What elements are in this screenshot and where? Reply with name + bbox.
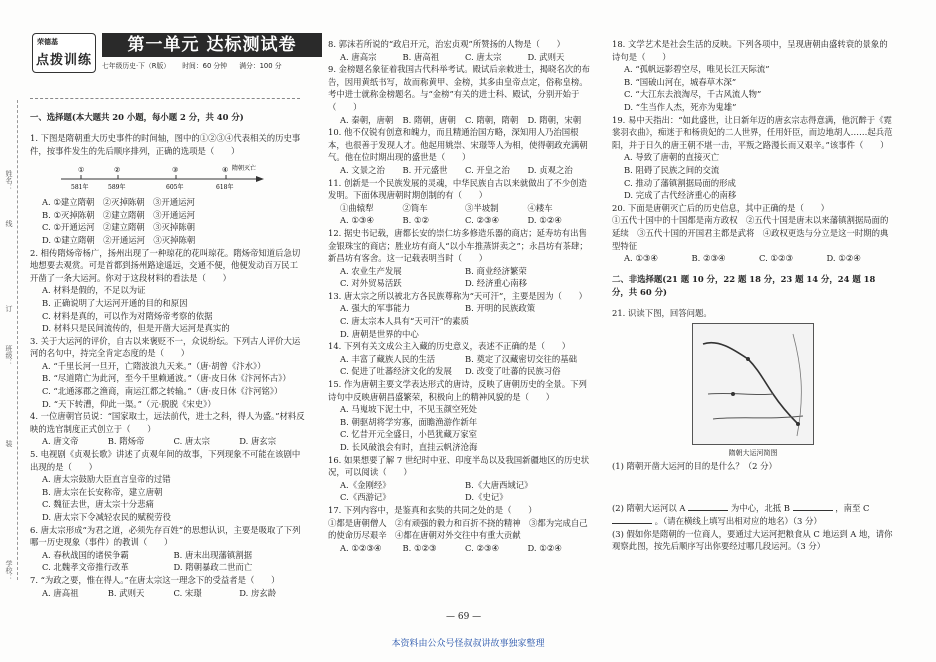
timeline-year-589: 589年 [108,183,126,191]
option-b[interactable]: B. 阻碍了民族之间的交流 [624,164,720,175]
page-title: 第一单元 达标测试卷 [102,33,322,57]
option-d[interactable]: D. “天下转漕，仰此一渠。”（元·脱脱《宋史》） [42,398,216,409]
option-d[interactable]: D. ①②④ [527,542,562,553]
option-c[interactable]: C. 唐太宗 [173,436,211,447]
timeline-figure [56,161,276,191]
option-a[interactable]: A. ①③④ [624,253,658,264]
option-a[interactable]: A. 导致了唐朝的直接灭亡 [624,152,720,163]
option-a[interactable]: A. 文景之治 [340,164,385,175]
option-c[interactable]: C. 魏征去世，唐太宗十分悲痛 [42,499,154,510]
option-d[interactable]: D. 改变了吐蕃的民族习俗 [465,366,561,377]
option-b[interactable]: B. 商业经济繁荣 [465,265,527,276]
timeline-marker-1: ① [78,165,85,174]
option-a[interactable]: A. 马嵬坡下泥土中，不见玉颜空死处 [340,404,477,415]
part-2-text-b: 为中心，北抵 B [730,503,790,514]
option-b[interactable]: B. 隋炀帝 [107,436,145,447]
question-21-part-1: (1) 隋朝开凿大运河的目的是什么？（2 分） [612,460,777,471]
option-b[interactable]: B. ②③④ [691,253,726,264]
question-16: 16. 如果想要了解 7 世纪时中亚、印度半岛以及我国新疆地区的历史状况，可以阅读（ ） [328,454,590,478]
part-2-text-c: ，南至 C [835,503,870,514]
timeline-end-label: 隋朝灭亡 [232,164,257,172]
question-19: 19. 易中天指出：“如此盛世，让日新年迈的唐玄宗志得意满，他沉醉于《霓裳羽衣曲》，痴迷于和杨贵妃的二人世界，任用奸臣，而边地胡人……起兵范阳，并于日久的唐王朝不堪一击，平叛之路漫长而又艰辛。”该事件（ ） [612,114,893,150]
option-c[interactable]: C. 材料是真的，可以作为对隋炀帝考察的依据 [42,310,213,321]
question-21: 21. 识读下图，回答问题。 [612,307,712,318]
option-c[interactable]: C. 推动了藩镇割据局面的形成 [624,177,736,188]
question-11-items [328,202,590,215]
option-b[interactable]: B. 奠定了汉藏密切交往的基础 [465,353,577,364]
option-d[interactable]: D. 房玄龄 [239,587,277,598]
question-16-options [328,479,590,504]
option-b[interactable]: B. 开元盛世 [402,164,448,175]
option-b[interactable]: B. ①② [402,215,429,226]
option-b[interactable]: B. 隋朝，唐朝 [402,114,456,125]
binding-dashed-line [17,100,18,580]
question-7: 7. “为政之要，惟在得人。”在唐太宗这一理念下的受益者是（ ） [30,574,280,585]
question-15: 15. 作为唐朝主要文学表达形式的唐诗，反映了唐朝历史的全景。下列诗句中反映唐朝昌盛繁荣，积极向上的精神风貌的是（ ） [328,379,587,402]
option-c[interactable]: C. 宋璟 [173,587,202,598]
question-14-options [328,353,590,378]
header-divider [30,98,300,99]
option-b[interactable]: B. 朝驱胡将学穷寡，面瞻渔游作新年 [340,416,478,427]
blank-b[interactable] [793,510,833,511]
map-caption: 隋朝大运河简图 [728,449,778,458]
option-b[interactable]: B. ①②③ [402,542,437,553]
question-11-options [328,214,590,227]
option-b[interactable]: B. ①灭掉陈朝 ②建立隋朝 ③开通运河 [42,209,195,220]
binding-class-label: 班级： [5,345,13,366]
timeline-marker-2: ② [114,165,121,174]
question-7-options [30,587,305,600]
question-21-part-3: (3) 假如你是隋朝的一位商人，要通过大运河把粮食从 C 地运到 A 地，请你观察此图，按先后顺序写出你要经过哪几段运河。（3 分） [612,528,893,552]
option-b[interactable]: B. “国破山河在，城春草木深” [624,76,737,87]
option-c[interactable]: C. “北通涿郡之渔商，南运江都之转输。”（唐·皮日休《汴河铭》） [42,386,283,397]
option-a[interactable]: A. 唐文帝 [42,436,79,447]
question-18: 18. 文学艺术是社会生活的反映。下列各项中，呈现唐朝由盛转衰的景象的诗句是（ ） [612,39,888,62]
option-c[interactable]: C. “大江东去浪淘尽，千古风流人物” [624,89,762,100]
item-3: ③半坡制 [465,202,499,213]
option-b[interactable]: B. 开明的民族政策 [465,303,536,314]
question-3: 3. 关于大运河的评价，自古以来褒贬不一，众说纷纭。下列古人评价大运河的名句中，持完全肯定态度的是（ ） [30,335,301,359]
question-12-options [328,265,590,290]
binding-bind-label: 装 [5,440,13,447]
option-b[interactable]: B. 正确说明了大运河开通的目的和原因 [42,297,188,308]
question-12: 12. 据史书记载，唐都长安的崇仁坊多修造乐器的商店；延寿坊有出售金银珠宝的商店；胜业坊有商人“以小车推蒸饼卖之”；永昌坊有茶肆；新昌坊有客舍。这一记载表明当时（ ） [328,227,588,264]
question-6-options [30,549,305,574]
timeline-marker-4: ④ [222,165,229,174]
question-17: 17. 下列内容中，是鉴真和玄奘的共同之处的是（ ） [328,504,537,515]
timeline-year-618: 618年 [216,183,234,191]
option-c[interactable]: C. ①开通运河 ②建立隋朝 ③灭掉陈朝 [42,222,195,233]
option-a[interactable]: A. 唐高宗 [340,51,377,62]
column-middle [328,38,590,554]
option-c[interactable]: C. ②③④ [465,215,499,226]
question-10-options [328,164,590,177]
time-label: 时间：60 分钟 [182,62,228,70]
option-c[interactable]: C. 隋朝，隋朝 [465,114,519,125]
option-d[interactable]: D. 唐玄宗 [239,436,277,447]
column-right [612,38,894,553]
option-d[interactable]: D. 完成了古代经济重心的南移 [624,190,737,201]
question-19-options [612,151,894,201]
option-a[interactable]: A. 农业生产发展 [340,265,402,276]
canal-route [703,343,798,424]
option-c[interactable]: C. 唐太宗本人具有“天可汗”的素质 [340,316,469,327]
question-18-options [612,63,894,113]
option-d[interactable]: D. 唐朝是世界的中心 [340,328,419,339]
question-8-options [328,51,590,64]
option-a[interactable]: A. 丰富了藏族人民的生活 [340,353,436,364]
score-label: 满分：100 分 [239,62,282,70]
item-2: ②筒车 [402,202,428,213]
map-point [796,422,800,426]
option-d[interactable]: D. “生当作人杰，死亦为鬼雄” [624,101,737,112]
part-2-text-d: 。（请在横线上填写出相对应的地名）（3 分） [654,516,822,527]
option-c[interactable]: C.《西游记》 [340,492,391,503]
map-point [731,392,735,396]
option-c[interactable]: C. 开皇之治 [465,164,510,175]
section-1-heading: 一、选择题(本大题共 20 小题，每小题 2 分，共 40 分) [30,112,244,123]
question-21-part-2 [612,502,894,527]
option-d[interactable]: D. 隋朝暴政二世而亡 [173,562,253,573]
option-c[interactable]: C. 对外贸易活跃 [340,278,402,289]
option-d[interactable]: D. ①②④ [527,215,562,226]
question-3-options [30,360,305,410]
item-4: ④耧车 [527,202,553,213]
question-20: 20. 下面是唐朝灭亡后的历史信息，其中正确的是（ ） [612,202,829,213]
question-6: 6. 唐太宗形成“为君之道，必须先存百姓”的思想认识，主要是吸取了下列哪一历史现象（事件）的教训（ ） [30,524,301,548]
option-c[interactable]: C. 忆昔开元全盛日，小邑犹藏万家室 [340,429,478,440]
grand-canal-map [692,323,814,445]
answer-space[interactable] [612,472,894,502]
option-b[interactable]: B. 唐末出现藩镇割据 [173,549,252,560]
question-8: 8. 郭沫若所说的“政启开元，治宏贞观”所赞扬的人物是（ ） [328,39,565,49]
question-14: 14. 下列有关文成公主入藏的历史意义，表述不正确的是（ ） [328,341,571,352]
option-d[interactable]: D. 经济重心南移 [465,278,527,289]
option-a[interactable]: A. ①③④ [340,215,374,226]
timeline-year-605: 605年 [166,183,184,191]
blank-a[interactable] [688,510,728,511]
subject-label: 七年级历史·下（R版） [102,62,171,70]
option-b[interactable]: B.《大唐西域记》 [465,479,533,490]
option-a[interactable]: A. 唐太宗鼓励大臣直言皇帝的过错 [42,474,171,485]
item-1: ①曲辕犁 [340,202,374,213]
question-17-options [328,542,590,555]
option-d[interactable]: D. ①建立隋朝 ②开通运河 ③灭掉陈朝 [42,234,196,245]
option-b[interactable]: B. 唐高祖 [402,51,440,62]
question-1: 1. 下图是隋朝重大历史事件的时间轴，图中的①②③④代表相关的历史事件，按事件发生的先后顺序排列，正确的选项是（ ） [30,133,301,156]
binding-school-label: 学校： [5,560,13,581]
option-b[interactable]: B. 唐太宗在长安称帝，建立唐朝 [42,486,163,497]
option-c[interactable]: C. 唐太宗 [465,51,502,62]
question-4: 4. 一位唐朝官员说：“国家取士，远法前代，进士之科，得人为盛。”材料反映的选官制度正式创立于（ ） [30,411,305,434]
question-20-items: ①五代十国中的十国都是南方政权 ②五代十国是唐末以来藩镇割据局面的延续 ③五代十国的开国君主都是武将 ④政权更迭与分立是这一时期的典型特征 [612,215,889,251]
option-d[interactable]: D. 武则天 [527,51,565,62]
question-5: 5. 电视剧《贞观长歌》讲述了贞观年间的故事，下列现象不可能在该剧中出现的是（ ） [30,449,301,472]
question-5-options [30,473,305,523]
page-number: — 69 — [446,612,482,622]
option-a[interactable]: A. “千里长河一旦开，亡隋波浪九天来。”（唐·胡曾《汴水》） [42,360,266,371]
option-a[interactable]: A. ①②③④ [340,542,382,553]
option-d[interactable]: D. 贞观之治 [527,164,573,175]
timeline-marker-3: ③ [172,165,179,174]
option-a[interactable]: A. 材料是假的，不足以为证 [42,285,146,296]
yangtze-river [713,416,803,419]
title-subline [102,60,322,70]
question-11: 11. 创新是一个民族发展的灵魂，中华民族自古以来就做出了不少创造发明。下面体现唐朝时期创制的有（ ） [328,177,587,201]
question-1-options [30,196,305,246]
yellow-river [708,394,773,395]
binding-cut-label: 线 [5,220,13,227]
timeline-arrow [256,176,264,182]
column-left [30,103,305,599]
option-a[interactable]: A. “孤帆远影碧空尽，唯见长江天际流” [624,64,770,75]
logo-title: 点拨训练 [36,53,93,68]
option-d[interactable]: D.《史记》 [465,492,508,503]
option-d[interactable]: D. 隋朝，宋朝 [527,114,582,125]
question-9: 9. 金榜题名象征着我国古代科举考试。殿试后亲敕进士，揭晓名次的布告，因用黄纸书写，故而称黄甲、金榜，其多由皇帝点定，俗称皇榜。考中进士就称金榜题名。与“金榜”有关的进士科、殿试，分别开始于（ ） [328,64,590,112]
option-c[interactable]: C. ①②③ [759,253,793,264]
blank-c[interactable] [612,523,652,524]
question-13: 13. 唐太宗之所以被北方各民族尊称为“天可汗”，主要是因为（ ） [328,290,588,301]
option-a[interactable]: A.《金刚经》 [340,479,391,490]
map-point [746,357,750,361]
option-a[interactable]: A. ①建立隋朝 ②灭掉陈朝 ③开通运河 [42,197,195,208]
binding-margin [0,0,22,662]
option-a[interactable]: A. 强大的军事能力 [340,303,410,314]
footer-note: 本资料由公众号怪叔叔讲故事独家整理 [391,639,545,649]
brand-logo [32,33,96,73]
option-c[interactable]: C. 促进了吐蕃经济文化的发展 [340,366,452,377]
option-d[interactable]: D. ①②④ [826,253,861,264]
question-4-options [30,435,305,448]
option-d[interactable]: D. 长风破浪会有时，直挂云帆济沧海 [340,442,478,452]
question-15-options [328,403,590,453]
option-a[interactable]: A. 秦朝，唐朝 [340,114,394,125]
binding-name-label: 姓名： [5,170,13,191]
timeline-year-581: 581年 [71,183,89,191]
binding-staple-label: 订 [5,305,13,312]
part-2-text-a: (2) 隋朝大运河以 A [612,503,686,514]
option-b[interactable]: B. “尽道隋亡为此河，至今千里赖通波。”（唐·皮日休《汴河怀古》） [42,373,291,384]
question-20-options [612,252,894,265]
question-17-items: ①都是唐朝僧人 ②有顽强的毅力和百折不挠的精神 ③都为完成自己的使命历尽艰辛 ④都在唐朝对外交往中有重大贡献 [328,517,588,541]
option-a[interactable]: A. 唐高祖 [42,587,79,598]
question-13-options [328,302,590,340]
option-b[interactable]: B. 武则天 [107,587,145,598]
logo-brand: 荣德基 [37,38,58,46]
question-2-options [30,284,305,334]
section-2-heading: 二、非选择题(21 题 10 分，22 题 18 分，23 题 14 分，24 题 18 分，共 60 分) [612,274,876,297]
option-d[interactable]: D. 唐太宗下令减轻农民的赋税劳役 [42,512,171,522]
option-c[interactable]: C. ②③④ [465,542,499,553]
option-d[interactable]: D. 材料只是民间流传的，但是开凿大运河是真实的 [42,323,230,334]
question-10: 10. 他不仅锐有创意和魄力，而且精通治国方略，深知用人乃治国根本，也很善于发现人才。他起用姚崇、宋璟等人为相，使得朝政充满朝气。他在位时期出现的盛世是（ ） [328,127,588,163]
option-c[interactable]: C. 北魏孝文帝推行改革 [42,562,129,573]
question-9-options [328,114,590,127]
question-2: 2. 相传隋炀帝杨广，扬州出现了一种琼花的花叫琼花。隋炀帝知道后急切地想要去观赏。可是首都到扬州路途遥远，交通不便，他便发动百万民工开凿了一条大运河。你对于这段材料的看法是（ ） [30,247,301,283]
option-a[interactable]: A. 春秋战国的诸侯争霸 [42,549,129,560]
